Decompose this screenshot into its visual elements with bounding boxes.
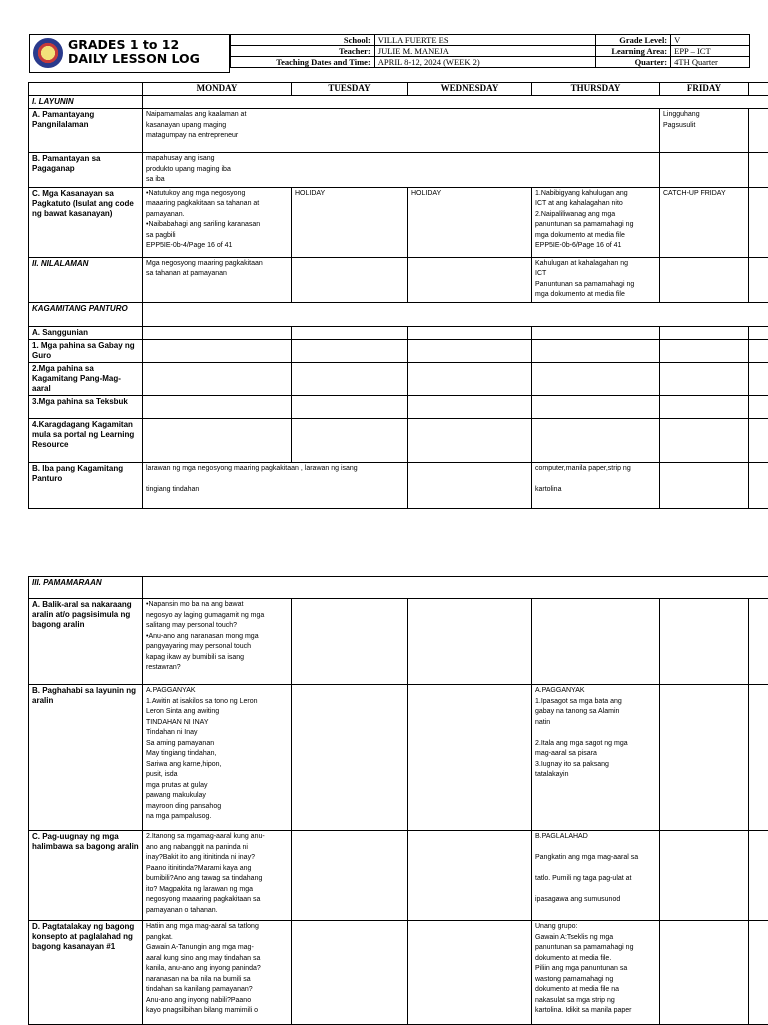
- edge-cell: [749, 153, 768, 188]
- teksbuk-tuesday: [292, 395, 408, 418]
- day-header-friday: FRIDAY: [660, 83, 749, 96]
- teaching-dates-value: APRIL 8-12, 2024 (WEEK 2): [374, 57, 595, 68]
- pamantayan-pagaganap-friday: [660, 153, 749, 188]
- sanggunian-thursday: [532, 326, 660, 339]
- sanggunian-friday: [660, 326, 749, 339]
- lesson-log-table-2: [28, 576, 768, 1025]
- teaching-dates-label: Teaching Dates and Time:: [231, 57, 375, 68]
- pagtatalakay-thursday: Unang grupo: Gawain A:Tseklis ng mga panuntunan sa pamamahagi ng dokumento at media file. Piliin ang mga panuntunan sa wastong pamamahagi ng dokumento at media file na nakasulat sa mga strip ng kartolina. Idikit sa manila paper: [532, 921, 660, 1025]
- teacher-label: Teacher:: [231, 46, 375, 57]
- school-label: School:: [231, 35, 375, 46]
- kasanayan-wednesday: HOLIDAY: [408, 187, 532, 257]
- row-label-nilalaman: II. NILALAMAN: [29, 257, 143, 302]
- row-label-pag-uugnay: C. Pag-uugnay ng mga halimbawa sa bagong aralin: [29, 831, 143, 921]
- pag-uugnay-thursday: B.PAGLALAHAD Pangkatin ang mga mag-aaral sa tatlo. Pumili ng taga pag-ulat at ipasagawa ang sumusunod: [532, 831, 660, 921]
- row-label-karagdagang-kagamitan: 4.Karagdagang Kagamitan mula sa portal ng Learning Resource: [29, 418, 143, 462]
- karagdagang-kagamitan-wednesday: [408, 418, 532, 462]
- layunin-row: [29, 96, 768, 109]
- teksbuk-row: [29, 395, 768, 418]
- pamantayan-pagaganap-row: [29, 153, 768, 188]
- row-label-balik-aral: A. Balik-aral sa nakaraang aralin at/o pagsisimula ng bagong aralin: [29, 599, 143, 685]
- school-value: VILLA FUERTE ES: [374, 35, 595, 46]
- lesson-log-table-1: [28, 82, 768, 509]
- grade-level-value: V: [671, 35, 750, 46]
- edge-cell: [749, 418, 768, 462]
- kasanayan-thursday: 1.Nabibigyang kahulugan ang ICT at ang kahalagahan nito 2.Naipaliliwanag ang mga panuntunan sa pamamahagi ng mga dokumento at media file EPP5IE-0b-6/Page 16 of 41: [532, 187, 660, 257]
- pag-uugnay-monday: 2.Itanong sa mgamag-aaral kung anu- ano ang nabanggit na paninda ni inay?Bakit ito ang itinitinda ni inay? Paano itinitinda?Marami kaya ang bumibili?Ano ang tawag sa tindahang ito? Magpakita ng larawan ng mga negosyong maaaring pagkakitaan sa pamayanan o tahanan.: [143, 831, 292, 921]
- day-header-tuesday: TUESDAY: [292, 83, 408, 96]
- sanggunian-tuesday: [292, 326, 408, 339]
- learning-area-label: Learning Area:: [596, 46, 671, 57]
- sanggunian-wednesday: [408, 326, 532, 339]
- gabay-guro-monday: [143, 339, 292, 362]
- row-label-pamantayang-pangnilalaman: A. Pamantayang Pangnilalaman: [29, 109, 143, 153]
- nilalaman-monday: Mga negosyong maaring pagkakitaan sa tahanan at pamayanan: [143, 257, 292, 302]
- kasanayan-friday: CATCH-UP FRIDAY: [660, 187, 749, 257]
- iba-pang-kagamitan-wednesday: [408, 462, 532, 508]
- grade-level-label: Grade Level:: [596, 35, 671, 46]
- nilalaman-tuesday: [292, 257, 408, 302]
- edge-cell: [749, 462, 768, 508]
- pagtatalakay-tuesday: [292, 921, 408, 1025]
- layunin-label: I. LAYUNIN: [29, 96, 143, 109]
- paghahabi-wednesday: [408, 685, 532, 831]
- edge-spacer: [749, 83, 768, 96]
- karagdagang-kagamitan-monday: [143, 418, 292, 462]
- row-label-pamantayan-pagaganap: B. Pamantayan sa Pagaganap: [29, 153, 143, 188]
- edge-cell: [749, 599, 768, 685]
- day-header-monday: MONDAY: [143, 83, 292, 96]
- edge-cell: [749, 187, 768, 257]
- pamantayang-pangnilalaman-text: Naipamamalas ang kaalaman at kasanayan upang maging matagumpay na entrepreneur: [143, 109, 660, 153]
- row-label-pagtatalakay: D. Pagtatalakay ng bagong konsepto at paglalahad ng bagong kasanayan #1: [29, 921, 143, 1025]
- row-label-kagamitang-mag-aaral: 2.Mga pahina sa Kagamitang Pang-Mag-aaral: [29, 362, 143, 395]
- edge-cell: [749, 921, 768, 1025]
- kagamitang-panturo-span: [143, 302, 768, 326]
- header-row-teacher: [231, 46, 750, 57]
- kasanayan-row: [29, 187, 768, 257]
- title-line-2: DAILY LESSON LOG: [68, 52, 200, 66]
- balik-aral-monday: •Napansin mo ba na ang bawat negosyo ay laging gumagamit ng mga salitang may personal touch? •Anu-ano ang naranasan mong mga pangyayaring may personal touch kapag ikaw ay bumibili sa isang restawran?: [143, 599, 292, 685]
- title-line-1: GRADES 1 to 12: [68, 38, 200, 52]
- sanggunian-monday: [143, 326, 292, 339]
- edge-cell: [749, 362, 768, 395]
- teksbuk-thursday: [532, 395, 660, 418]
- quarter-value: 4TH Quarter: [671, 57, 750, 68]
- gabay-guro-tuesday: [292, 339, 408, 362]
- pamantayang-pangnilalaman-friday: Lingguhang Pagsusulit: [660, 109, 749, 153]
- edge-cell: [749, 257, 768, 302]
- pagtatalakay-row: [29, 921, 768, 1025]
- nilalaman-wednesday: [408, 257, 532, 302]
- row-label-kasanayan: C. Mga Kasanayan sa Pagkatuto (Isulat ang code ng bawat kasanayan): [29, 187, 143, 257]
- pag-uugnay-tuesday: [292, 831, 408, 921]
- kagamitang-mag-aaral-thursday: [532, 362, 660, 395]
- row-label-pamamaraan: III. PAMAMARAAN: [29, 577, 143, 599]
- paghahabi-row: [29, 685, 768, 831]
- gabay-guro-row: [29, 339, 768, 362]
- document-title: [68, 38, 200, 66]
- paghahabi-thursday: A.PAGGANYAK 1.Ipasagot sa mga bata ang gabay na tanong sa Alamin natin 2.Itala ang mga sagot ng mga mag-aaral sa pisara 3.Iugnay ito sa paksang tatalakayin: [532, 685, 660, 831]
- kagamitang-mag-aaral-monday: [143, 362, 292, 395]
- iba-pang-kagamitan-thursday: computer,manila paper,strip ng kartolina: [532, 462, 660, 508]
- row-label-paghahabi: B. Paghahabi sa layunin ng aralin: [29, 685, 143, 831]
- pamamaraan-span: [143, 577, 768, 599]
- balik-aral-wednesday: [408, 599, 532, 685]
- pamantayang-pangnilalaman-row: [29, 109, 768, 153]
- karagdagang-kagamitan-row: [29, 418, 768, 462]
- nilalaman-row: [29, 257, 768, 302]
- day-header-thursday: THURSDAY: [532, 83, 660, 96]
- teksbuk-friday: [660, 395, 749, 418]
- balik-aral-thursday: [532, 599, 660, 685]
- teksbuk-wednesday: [408, 395, 532, 418]
- edge-cell: [749, 831, 768, 921]
- nilalaman-friday: [660, 257, 749, 302]
- header-row-dates: [231, 57, 750, 68]
- gabay-guro-wednesday: [408, 339, 532, 362]
- kagamitang-mag-aaral-row: [29, 362, 768, 395]
- edge-cell: [749, 685, 768, 831]
- iba-pang-kagamitan-monday: larawan ng mga negosyong maaring pagkakitaan , larawan ng isang tingiang tindahan: [143, 462, 408, 508]
- row-label-sanggunian: A. Sanggunian: [29, 326, 143, 339]
- karagdagang-kagamitan-tuesday: [292, 418, 408, 462]
- iba-pang-kagamitan-row: [29, 462, 768, 508]
- gabay-guro-friday: [660, 339, 749, 362]
- corner-cell: [29, 83, 143, 96]
- teksbuk-monday: [143, 395, 292, 418]
- kagamitang-panturo-row: [29, 302, 768, 326]
- row-label-kagamitang-panturo: KAGAMITANG PANTURO: [29, 302, 143, 326]
- edge-cell: [749, 326, 768, 339]
- kasanayan-monday: •Natutukoy ang mga negosyong maaaring pagkakitaan sa tahanan at pamayanan. •Naibabahagi ang sariling karanasan sa pagbili EPP5IE-0b-4/Page 16 of 41: [143, 187, 292, 257]
- pag-uugnay-row: [29, 831, 768, 921]
- kasanayan-tuesday: HOLIDAY: [292, 187, 408, 257]
- layunin-span: [143, 96, 768, 109]
- iba-pang-kagamitan-friday: [660, 462, 749, 508]
- balik-aral-tuesday: [292, 599, 408, 685]
- pagtatalakay-monday: Hatiin ang mga mag-aaral sa tatlong pangkat. Gawain A-Tanungin ang mga mag- aaral kung sino ang may tindahan sa kanila, anu-ano ang inyong paninda? naranasan na ba nila na bumili sa tindahan sa kanilang pamayanan? Anu-ano ang inyong nabili?Paano kayo pnagsilbihan bilang mamimili o: [143, 921, 292, 1025]
- header-row-school: [231, 35, 750, 46]
- day-header-row: [29, 83, 768, 96]
- kagamitang-mag-aaral-wednesday: [408, 362, 532, 395]
- deped-seal-icon: [33, 38, 63, 68]
- pamantayan-pagaganap-text: mapahusay ang isang produkto upang maging iba sa iba: [143, 153, 660, 188]
- edge-cell: [749, 109, 768, 153]
- pag-uugnay-friday: [660, 831, 749, 921]
- learning-area-value: EPP – ICT: [671, 46, 750, 57]
- pagtatalakay-friday: [660, 921, 749, 1025]
- quarter-label: Quarter:: [596, 57, 671, 68]
- balik-aral-friday: [660, 599, 749, 685]
- paghahabi-monday: A.PAGGANYAK 1.Awitin at isakilos sa tono ng Leron Leron Sinta ang awiting TINDAHAN NI INAY Tindahan ni Inay Sa aming pamayanan May tingiang tindahan, Sariwa ang karne,hipon, pusit, isda mga prutas at gulay pawang makukulay mayroon ding pansahog na mga pampalusog.: [143, 685, 292, 831]
- day-header-wednesday: WEDNESDAY: [408, 83, 532, 96]
- nilalaman-thursday: Kahulugan at kahalagahan ng ICT Panuntunan sa pamamahagi ng mga dokumento at media file: [532, 257, 660, 302]
- kagamitang-mag-aaral-friday: [660, 362, 749, 395]
- row-label-teksbuk: 3.Mga pahina sa Teksbuk: [29, 395, 143, 418]
- paghahabi-friday: [660, 685, 749, 831]
- pagtatalakay-wednesday: [408, 921, 532, 1025]
- kagamitang-mag-aaral-tuesday: [292, 362, 408, 395]
- paghahabi-tuesday: [292, 685, 408, 831]
- gabay-guro-thursday: [532, 339, 660, 362]
- sanggunian-row: [29, 326, 768, 339]
- edge-cell: [749, 395, 768, 418]
- pamamaraan-row: [29, 577, 768, 599]
- karagdagang-kagamitan-friday: [660, 418, 749, 462]
- edge-cell: [749, 339, 768, 362]
- pag-uugnay-wednesday: [408, 831, 532, 921]
- row-label-iba-pang-kagamitan: B. Iba pang Kagamitang Panturo: [29, 462, 143, 508]
- header-info-table: [230, 34, 750, 68]
- header-title-box: [29, 34, 230, 73]
- karagdagang-kagamitan-thursday: [532, 418, 660, 462]
- row-label-gabay-guro: 1. Mga pahina sa Gabay ng Guro: [29, 339, 143, 362]
- teacher-value: JULIE M. MANEJA: [374, 46, 595, 57]
- balik-aral-row: [29, 599, 768, 685]
